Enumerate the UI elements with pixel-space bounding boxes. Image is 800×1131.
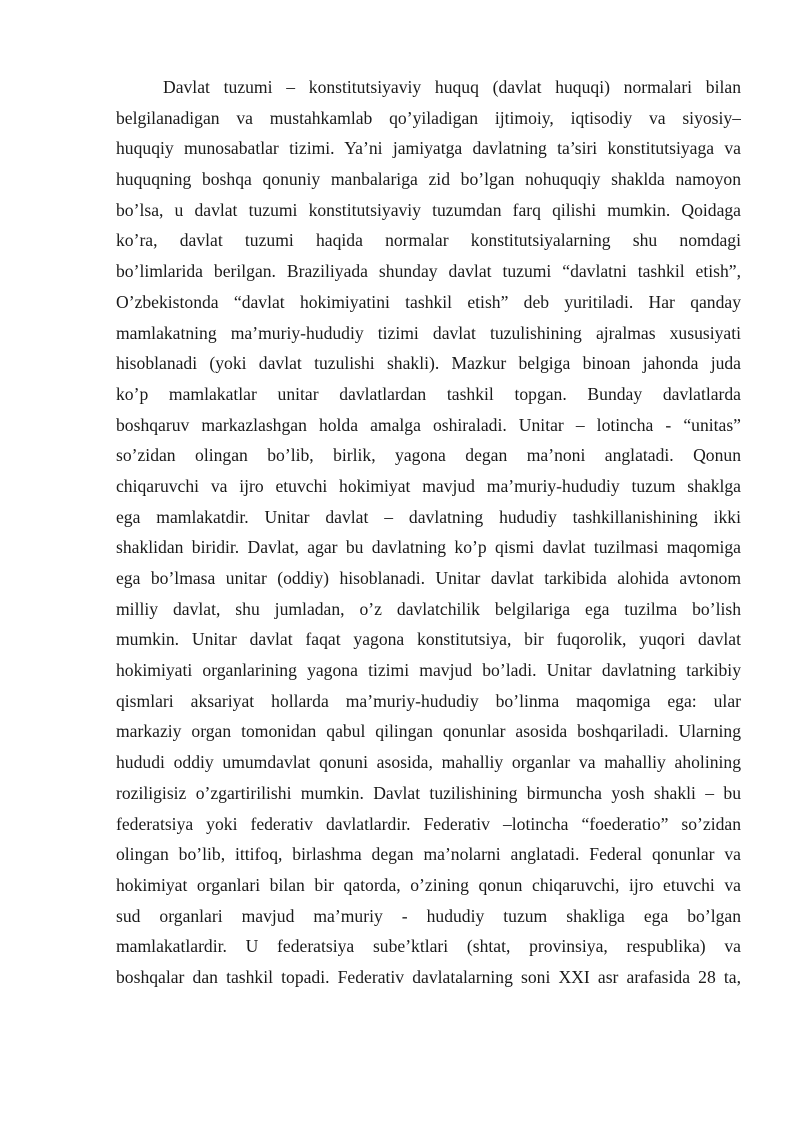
text-line: mamlakatning ma’muriy-hududiy tizimi davlat tuzulishining ajralmas xususiyati xyxy=(116,322,741,343)
text-line: markaziy organ tomonidan qabul qilingan qonunlar asosida boshqariladi. Ularning xyxy=(116,721,741,742)
text-line: mamlakatlardir. U federatsiya sube’ktlari (shtat, provinsiya, respublika) va xyxy=(116,936,741,957)
paragraph xyxy=(116,72,741,993)
text-line: chiqaruvchi va ijro etuvchi hokimiyat mavjud ma’muriy-hududiy tuzum shaklga xyxy=(116,475,741,496)
text-line: milliy davlat, shu jumladan, o’z davlatchilik belgilariga ega tuzilma bo’lish xyxy=(116,598,741,619)
text-line: hokimiyati organlarining yagona tizimi mavjud bo’ladi. Unitar davlatning tarkibiy xyxy=(116,660,741,681)
text-line: hokimiyat organlari bilan bir qatorda, o’zining qonun chiqaruvchi, ijro etuvchi va xyxy=(116,874,741,895)
text-line: O’zbekistonda “davlat hokimiyatini tashkil etish” deb yuritiladi. Har qanday xyxy=(116,291,741,312)
text-line: Davlat tuzumi – konstitutsiyaviy huquq (davlat huquqi) normalari bilan xyxy=(163,77,741,97)
text-line: bo’limlarida berilgan. Braziliyada shunday davlat tuzumi “davlatni tashkil etish”, xyxy=(116,261,741,282)
text-line: hududi oddiy umumdavlat qonuni asosida, mahalliy organlar va mahalliy aholining xyxy=(116,752,741,773)
text-line: roziligisiz o’zgartirilishi mumkin. Davlat tuzilishining birmuncha yosh shakli – bu xyxy=(116,782,741,803)
text-line: ko’ra, davlat tuzumi haqida normalar konstitutsiyalarning shu nomdagi xyxy=(116,230,741,251)
text-line: hisoblanadi (yoki davlat tuzulishi shakli). Mazkur belgiga binoan jahonda juda xyxy=(116,353,741,374)
text-line: ega mamlakatdir. Unitar davlat – davlatning hududiy tashkillanishining ikki xyxy=(116,506,741,527)
text-line: federatsiya yoki federativ davlatlardir. Federativ –lotincha “foederatio” so’zidan xyxy=(116,813,741,834)
text-line: so’zidan olingan bo’lib, birlik, yagona degan ma’noni anglatadi. Qonun xyxy=(116,445,741,466)
text-line: sud organlari mavjud ma’muriy - hududiy tuzum shakliga ega bo’lgan xyxy=(116,905,741,926)
text-line: olingan bo’lib, ittifoq, birlashma degan ma’nolarni anglatadi. Federal qonunlar va xyxy=(116,844,741,865)
text-line: boshqalar dan tashkil topadi. Federativ davlatalarning soni XXI asr arafasida 28 ta, xyxy=(116,966,741,987)
text-line: bo’lsa, u davlat tuzumi konstitutsiyaviy tuzumdan farq qilishi mumkin. Qoidaga xyxy=(116,199,741,220)
text-line: belgilanadigan va mustahkamlab qo’yiladigan ijtimoiy, iqtisodiy va siyosiy– xyxy=(116,107,741,128)
text-line: huquqning boshqa qonuniy manbalariga zid bo’lgan nohuquqiy shaklda namoyon xyxy=(116,169,741,190)
text-line: huquqiy munosabatlar tizimi. Ya’ni jamiyatga davlatning ta’siri konstitutsiyaga va xyxy=(116,138,741,159)
text-line: qismlari aksariyat hollarda ma’muriy-hududiy bo’linma maqomiga ega: ular xyxy=(116,690,741,711)
text-line: ko’p mamlakatlar unitar davlatlardan tashkil topgan. Bunday davlatlarda xyxy=(116,383,741,404)
text-line: boshqaruv markazlashgan holda amalga oshiraladi. Unitar – lotincha - “unitas” xyxy=(116,414,741,435)
text-line: shaklidan biridir. Davlat, agar bu davlatning ko’p qismi davlat tuzilmasi maqomiga xyxy=(116,537,741,558)
text-line: ega bo’lmasa unitar (oddiy) hisoblanadi. Unitar davlat tarkibida alohida avtonom xyxy=(116,568,741,588)
text-line: mumkin. Unitar davlat faqat yagona konstitutsiya, bir fuqorolik, yuqori davlat xyxy=(116,629,741,650)
